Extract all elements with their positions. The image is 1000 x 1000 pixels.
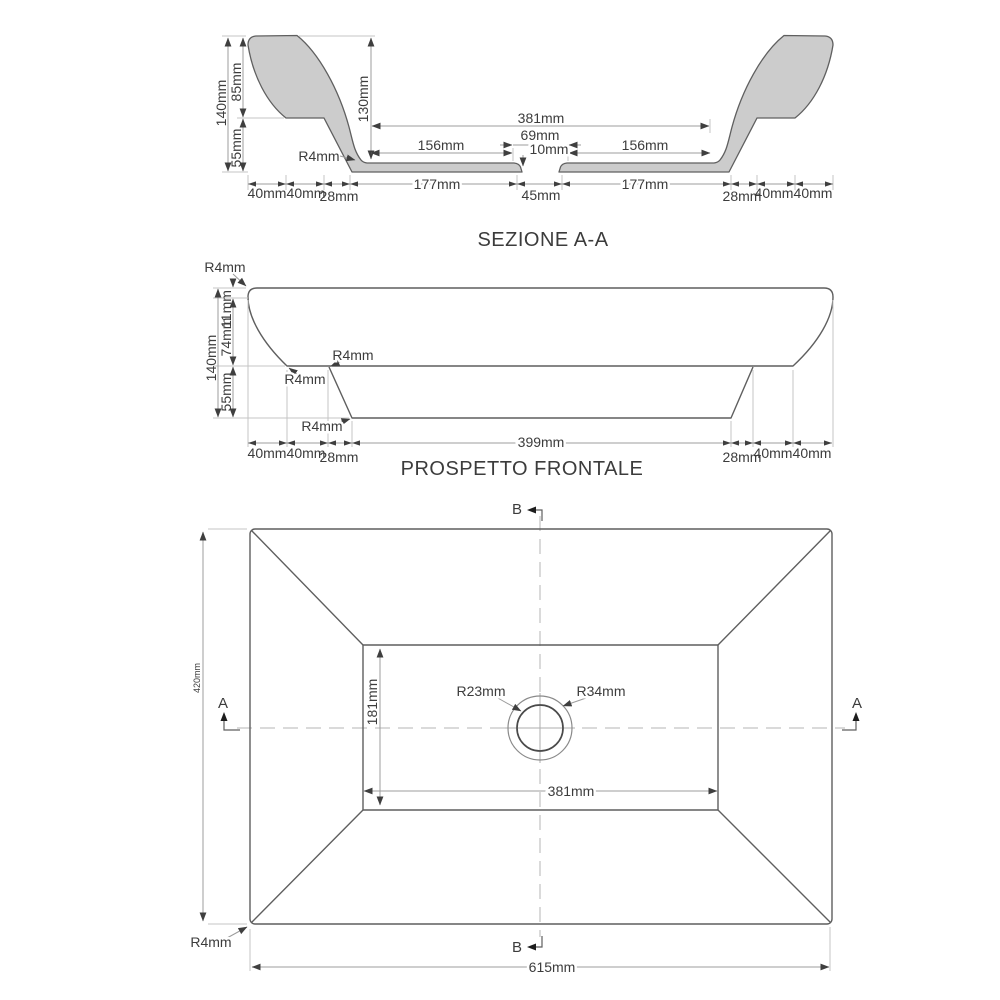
plan-corner-diagonals — [252, 531, 830, 922]
plan-view — [190, 501, 862, 975]
label-r4-bottom: R4mm — [301, 418, 343, 434]
dim-fillet-radius: R4mm — [298, 148, 340, 164]
section-title: SEZIONE A-A — [477, 229, 609, 251]
dim-edge-l3: 28mm — [319, 188, 359, 204]
plan-extension-lines — [208, 529, 830, 971]
dim-total-height-front: 140mm — [203, 334, 219, 382]
dim-base-right: 177mm — [621, 176, 669, 192]
label-corner-radius: R4mm — [190, 934, 232, 950]
marker-b-top: B — [511, 501, 523, 518]
dim-edge-l2: 40mm — [286, 185, 326, 201]
label-drain-outer: R34mm — [576, 683, 626, 699]
dim-countersink: 69mm — [520, 127, 560, 143]
dim-edge-l1: 40mm — [247, 185, 287, 201]
dim-upper-height-front: 74mm — [218, 317, 234, 357]
dim-floor-left: 156mm — [417, 137, 465, 153]
dim-total-height: 140mm — [213, 79, 229, 127]
dim-inner-depth: 130mm — [355, 75, 371, 123]
front-view — [203, 259, 833, 480]
front-lower-body — [329, 367, 753, 418]
leader-r4-top — [233, 274, 246, 286]
dim-basin-width: 381mm — [547, 783, 595, 799]
dim-floor-right: 156mm — [621, 137, 669, 153]
label-r4-corner: R4mm — [284, 371, 326, 387]
dim-base-left: 177mm — [413, 176, 461, 192]
dim-lower-height: 55mm — [228, 128, 244, 168]
dim-edge-r3-front: 40mm — [792, 445, 832, 461]
plan-outer-rect — [250, 529, 832, 924]
dim-drain-width: 45mm — [521, 187, 561, 203]
dim-edge-r1-front: 28mm — [722, 449, 762, 465]
label-r4-top: R4mm — [204, 259, 246, 275]
dim-edge-l1-front: 40mm — [247, 445, 287, 461]
dim-base-width: 399mm — [517, 434, 565, 450]
dim-overall-width: 615mm — [528, 959, 576, 975]
label-r4-ledge: R4mm — [332, 347, 374, 363]
dim-inner-width: 381mm — [517, 110, 565, 126]
dim-edge-l2-front: 40mm — [286, 445, 326, 461]
dim-floor-thickness: 10mm — [529, 141, 569, 157]
dim-edge-r2-front: 40mm — [753, 445, 793, 461]
section-view — [213, 36, 833, 252]
dim-edge-r2: 40mm — [754, 185, 794, 201]
marker-b-bottom: B — [511, 939, 523, 956]
dim-edge-r3: 40mm — [793, 185, 833, 201]
label-drain-inner: R23mm — [456, 683, 506, 699]
dim-overall-depth: 420mm — [192, 662, 202, 694]
dim-basin-depth: 181mm — [364, 678, 380, 726]
marker-a-right: A — [851, 695, 863, 712]
dim-edge-l3-front: 28mm — [319, 449, 359, 465]
leader-r23 — [496, 697, 521, 711]
marker-a-left: A — [217, 695, 229, 712]
dim-lower-height-front: 55mm — [218, 372, 234, 412]
dim-rim-height: 11mm — [218, 290, 234, 328]
dim-upper-height: 85mm — [228, 62, 244, 102]
dim-edge-r1: 28mm — [722, 188, 762, 204]
section-right-wall-profile — [559, 36, 833, 173]
section-left-wall-profile — [248, 36, 522, 173]
front-title: PROSPETTO FRONTALE — [400, 458, 644, 480]
